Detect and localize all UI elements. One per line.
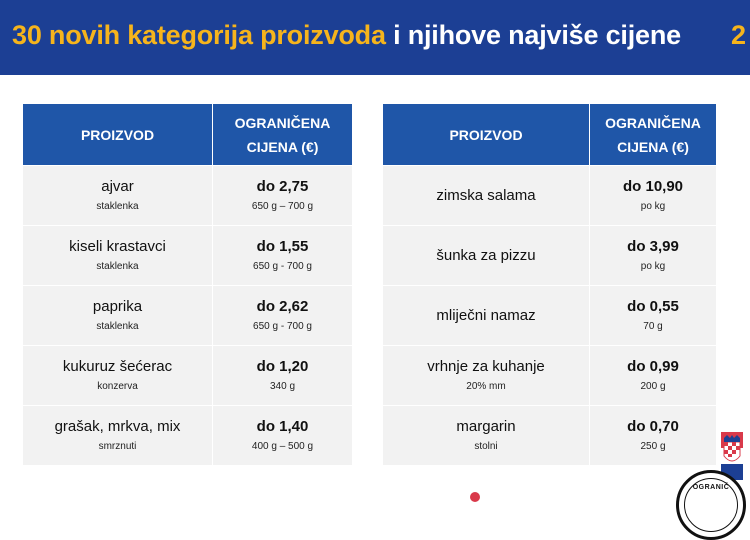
- price-note: 650 g – 700 g: [251, 201, 314, 212]
- product-cell: [23, 346, 213, 406]
- product-cell: [383, 346, 590, 406]
- price-cell: [213, 166, 353, 226]
- price-note: 250 g: [640, 441, 666, 452]
- product-cell: [383, 286, 590, 346]
- product-note: smrznuti: [98, 441, 137, 452]
- table-row: [23, 406, 353, 466]
- product-name: šunka za pizzu: [436, 246, 536, 264]
- price-cell: [590, 406, 717, 466]
- price-value: do 0,55: [627, 298, 679, 315]
- price-cell: [590, 226, 717, 286]
- price-value: do 1,20: [256, 358, 309, 375]
- column-header-price: OGRANIČENA CIJENA (€): [213, 104, 353, 166]
- product-name: grašak, mrkva, mix: [54, 418, 181, 435]
- price-value: do 10,90: [622, 178, 684, 195]
- product-cell: [23, 286, 213, 346]
- page-number: 2: [730, 20, 746, 50]
- price-cell: [590, 346, 717, 406]
- price-cell: [213, 346, 353, 406]
- price-note: 200 g: [640, 381, 666, 392]
- price-note: po kg: [640, 261, 666, 272]
- price-cell: [213, 286, 353, 346]
- column-header-price: OGRANIČENA CIJENA (€): [590, 104, 717, 166]
- table-row: [383, 286, 717, 346]
- price-cell: [590, 166, 717, 226]
- price-value: do 3,99: [627, 238, 679, 255]
- product-note: konzerva: [97, 381, 138, 392]
- price-note: 650 g - 700 g: [253, 321, 312, 332]
- product-cell: [23, 226, 213, 286]
- price-cell: [213, 226, 353, 286]
- product-name: zimska salama: [436, 186, 536, 204]
- price-note: 340 g: [269, 381, 296, 392]
- product-note: staklenka: [96, 321, 139, 332]
- column-header-product: PROIZVOD: [23, 104, 213, 166]
- price-note: 70 g: [643, 321, 663, 332]
- slide-header: [0, 0, 750, 75]
- product-name: margarin: [456, 418, 516, 435]
- price-table-right: [382, 103, 717, 466]
- product-cell: [383, 226, 590, 286]
- price-value: do 1,55: [256, 238, 309, 255]
- red-dot-icon: [470, 492, 480, 502]
- price-note: 650 g - 700 g: [253, 261, 312, 272]
- price-cell: [213, 406, 353, 466]
- slide-title-highlight: 30 novih kategorija proizvoda: [12, 20, 386, 50]
- product-name: paprika: [92, 298, 143, 315]
- table-header-row: [383, 104, 717, 166]
- table-row: [383, 406, 717, 466]
- product-note: staklenka: [96, 261, 139, 272]
- price-note: po kg: [640, 201, 666, 212]
- product-cell: [383, 406, 590, 466]
- product-name: kiseli krastavci: [69, 238, 166, 255]
- table-row: [383, 346, 717, 406]
- slide-title: [12, 20, 681, 51]
- product-cell: [23, 406, 213, 466]
- product-name: mliječni namaz: [436, 306, 536, 324]
- product-note: staklenka: [96, 201, 139, 212]
- price-value: do 2,62: [256, 298, 309, 315]
- table-row: [23, 346, 353, 406]
- column-header-product: PROIZVOD: [383, 104, 590, 166]
- price-value: do 0,99: [627, 358, 679, 375]
- price-cell: [590, 286, 717, 346]
- product-name: ajvar: [101, 178, 134, 195]
- table-header-row: [23, 104, 353, 166]
- product-name: kukuruz šećerac: [62, 358, 173, 375]
- price-value: do 2,75: [256, 178, 309, 195]
- product-name: vrhnje za kuhanje: [427, 358, 545, 375]
- price-note: 400 g – 500 g: [251, 441, 314, 452]
- table-row: [383, 166, 717, 226]
- stamp-logo: [676, 470, 746, 540]
- product-cell: [383, 166, 590, 226]
- stamp-text: OGRANIČ: [692, 484, 730, 491]
- slide-title-rest: i njihove najviše cijene: [385, 20, 681, 50]
- table-row: [23, 226, 353, 286]
- table-row: [383, 226, 717, 286]
- table-row: [23, 286, 353, 346]
- price-value: do 1,40: [256, 418, 309, 435]
- table-row: [23, 166, 353, 226]
- product-note: 20% mm: [466, 381, 506, 392]
- price-value: do 0,70: [627, 418, 679, 435]
- price-table-left: [22, 103, 353, 466]
- product-cell: [23, 166, 213, 226]
- product-note: stolni: [474, 441, 498, 452]
